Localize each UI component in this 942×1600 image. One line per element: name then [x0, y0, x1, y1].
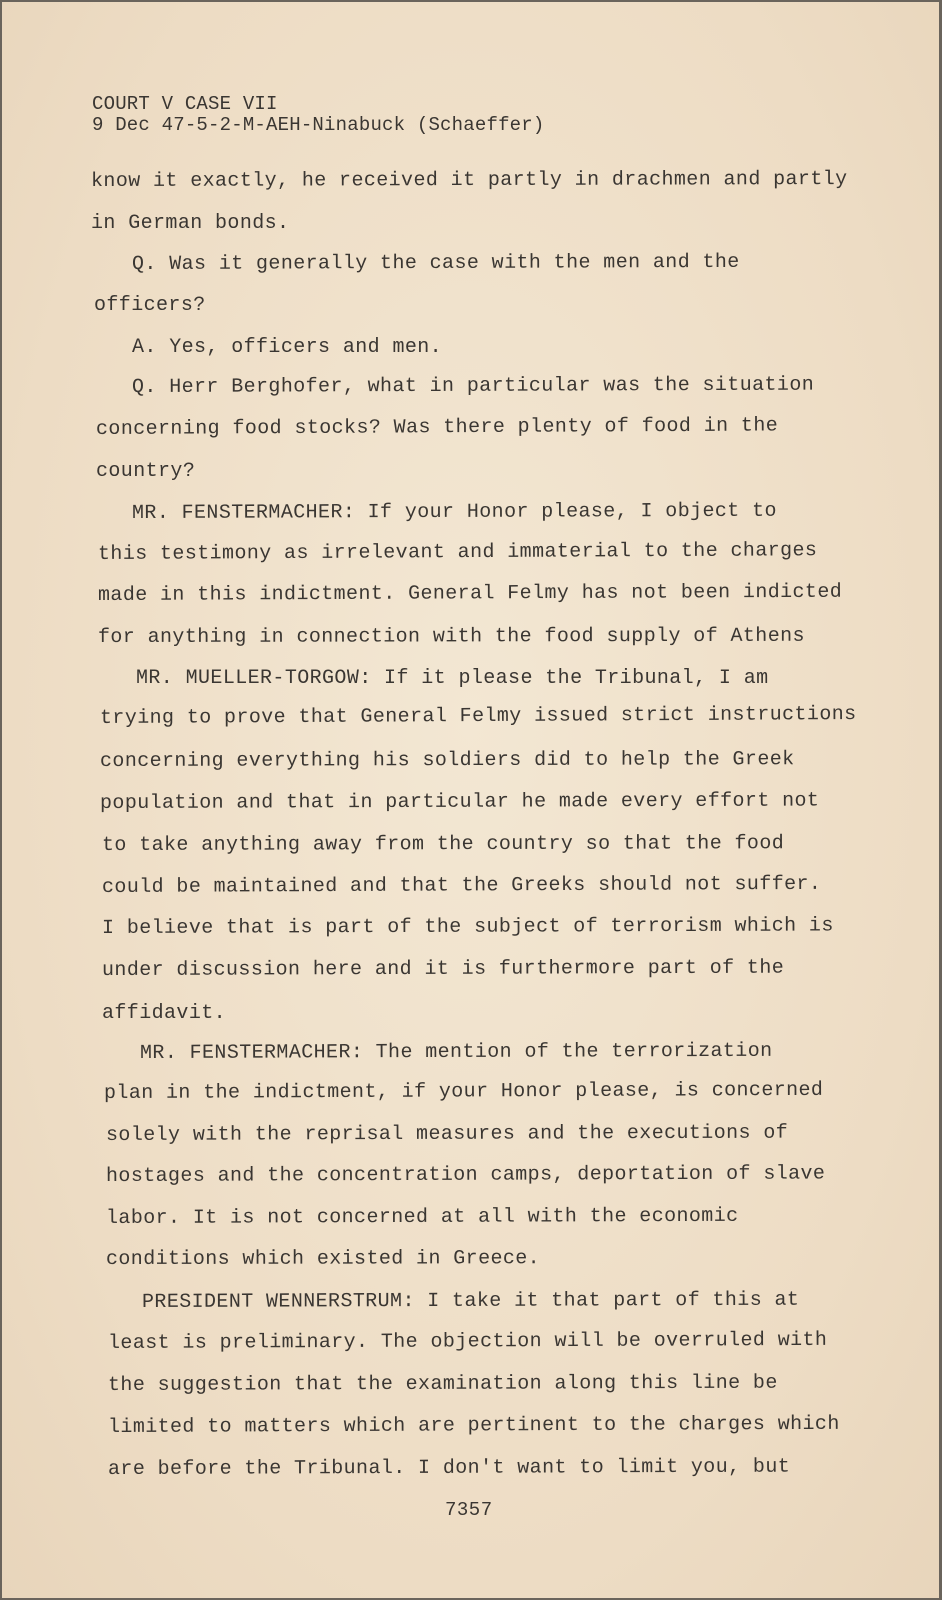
text-line: MR. MUELLER-TORGOW: If it please the Tribunal, I am	[136, 667, 769, 690]
text-line: I believe that is part of the subject of terrorism which is	[101, 914, 834, 940]
text-line: Q. Herr Berghofer, what in particular was the situation	[131, 373, 815, 399]
text-line: A. Yes, officers and men.	[132, 336, 443, 359]
text-line: concerning food stocks? Was there plenty of food in the	[95, 414, 779, 441]
text-line: MR. FENSTERMACHER: The mention of the terrorization	[139, 1039, 773, 1065]
text-line: for anything in connection with the food supply of Athens	[97, 624, 805, 649]
text-line: MR. FENSTERMACHER: If your Honor please, I object to	[131, 499, 777, 525]
text-line: country?	[96, 460, 196, 483]
text-line: know it exactly, he received it partly in drachmen and partly	[90, 168, 848, 193]
date-reference-line: 9 Dec 47-5-2-M-AEH-Ninabuck (Schaeffer)	[92, 114, 545, 136]
text-line: Q. Was it generally the case with the men and the	[131, 250, 740, 276]
text-line: affidavit.	[102, 1002, 227, 1025]
document-page	[2, 2, 939, 1598]
text-line: plan in the indictment, if your Honor please, is concerned	[103, 1078, 824, 1105]
document-header	[92, 94, 544, 136]
text-line: population and that in particular he made every effort not	[99, 789, 820, 815]
text-line: officers?	[94, 294, 206, 317]
text-line: could be maintained and that the Greeks should not suffer.	[101, 872, 822, 899]
text-line: trying to prove that General Felmy issued strict instructions	[99, 703, 857, 730]
text-line: limited to matters which are pertinent to the charges which	[107, 1412, 840, 1439]
text-line: this testimony as irrelevant and immaterial to the charges	[97, 539, 818, 566]
text-line: hostages and the concentration camps, deportation of slave	[105, 1162, 826, 1188]
text-line: to take anything away from the country so that the food	[101, 832, 785, 857]
text-line: concerning everything his soldiers did to help the Greek	[99, 748, 795, 773]
page-number: 7357	[445, 1499, 493, 1521]
text-line: made in this indictment. General Felmy has not been indicted	[97, 580, 843, 607]
text-line: least is preliminary. The objection will be overruled with	[107, 1328, 828, 1355]
text-line: labor. It is not concerned at all with the economic	[105, 1204, 739, 1230]
text-line: solely with the reprisal measures and the executions of	[105, 1121, 789, 1147]
text-line: the suggestion that the examination along this line be	[107, 1371, 778, 1397]
text-line: are before the Tribunal. I don't want to limit you, but	[107, 1455, 791, 1481]
text-line: in German bonds.	[91, 212, 290, 235]
text-line: conditions which existed in Greece.	[105, 1247, 541, 1271]
text-line: under discussion here and it is furthermore part of the	[101, 956, 785, 982]
text-line: PRESIDENT WENNERSTRUM: I take it that part of this at	[141, 1288, 800, 1314]
court-case-line: COURT V CASE VII	[92, 93, 278, 115]
